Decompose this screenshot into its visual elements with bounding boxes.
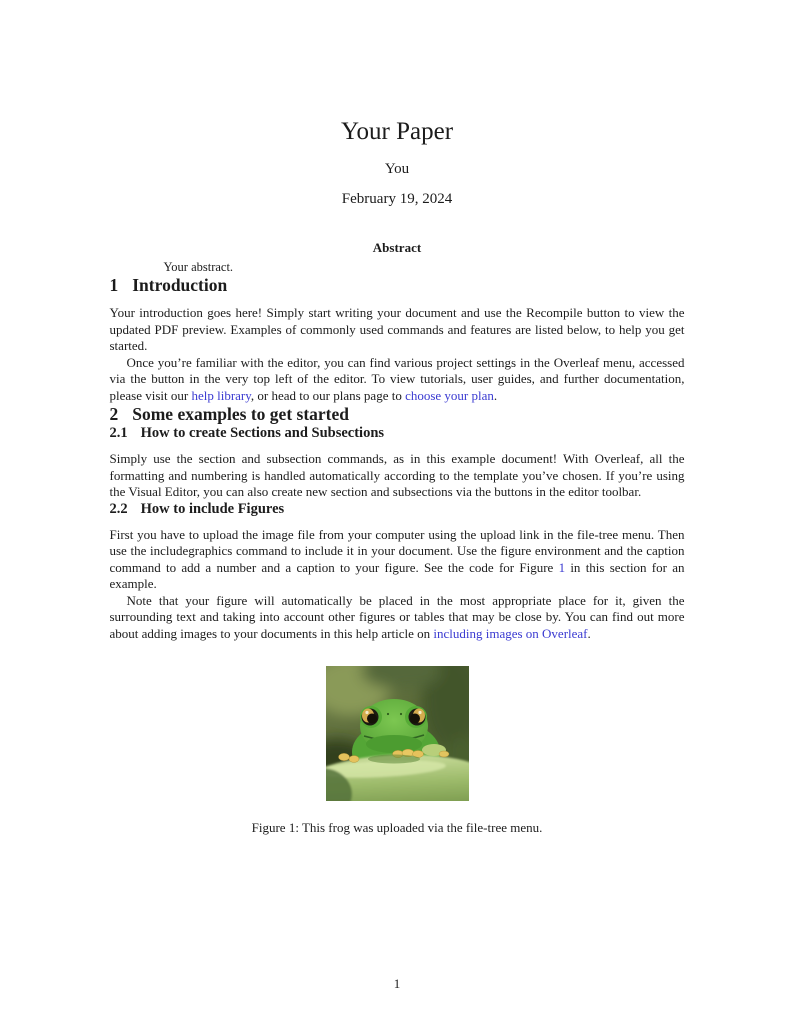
section-title: Some examples to get started: [132, 404, 350, 424]
subsection-title: How to include Figures: [140, 500, 285, 517]
abstract-heading: Abstract: [372, 240, 422, 255]
text-link[interactable]: including images on Overleaf: [433, 625, 588, 641]
paragraph: Simply use the section and subsection commands, as in this example document! With Overleaf, all the formatting and numbering is handled automatically according to the template you’ve chosen. If you’re using the Visual Editor, you can also create new section and subsections via the buttons in the editor toolbar.: [109, 451, 685, 499]
subsection-heading-figures: [110, 501, 685, 518]
figure-caption: Figure 1: This frog was uploaded via the file-tree menu.: [251, 820, 543, 835]
document-page: [110, 0, 685, 836]
subsection-title: How to create Sections and Subsections: [140, 425, 385, 441]
figure-1: [110, 666, 685, 836]
paper-author: You: [384, 161, 410, 177]
paragraph: Your introduction goes here! Simply start writing your document and use the Recompile button to view the updated PDF preview. Examples of commonly used commands and features are listed below, to help you get started.: [109, 305, 685, 353]
abstract-body: Your abstract.: [163, 260, 234, 274]
text-link[interactable]: help library: [191, 387, 251, 403]
section-heading-examples: [110, 404, 685, 425]
section-heading-introduction: [110, 275, 685, 296]
subsection-heading-sections: [110, 425, 685, 442]
paragraph: First you have to upload the image file from your computer using the upload link in the file-tree menu. Then use the includegraphics command to include it in your document. Use the figure environment and the caption command to add a number and a caption to your figure. See the code for Figure 1 in this section for an example.: [109, 526, 685, 591]
page-number: 1: [393, 976, 401, 991]
subsection-number: 2.1: [109, 425, 128, 441]
paragraph: Note that your figure will automatically be placed in the most appropriate place for it, given the surrounding text and taking into account other figures or tables that may be close by. You can find out more about adding images to your documents in this help article on including images on Overleaf.: [109, 592, 685, 641]
paper-title: Your Paper: [340, 118, 454, 145]
section-number: 2: [109, 404, 119, 424]
frog-image: [326, 666, 469, 801]
section-number: 1: [109, 275, 119, 295]
subsection-number: 2.2: [109, 500, 128, 517]
text-link[interactable]: 1: [558, 559, 566, 575]
paper-date: February 19, 2024: [341, 191, 453, 207]
paragraph: Once you’re familiar with the editor, you can find various project settings in the Overleaf menu, accessed via the button in the very top left of the editor. To view tutorials, user guides, and further documentation, please visit our help library, or head to our plans page to choose your plan.: [109, 354, 685, 403]
section-title: Introduction: [132, 275, 228, 295]
text-link[interactable]: choose your plan: [405, 387, 494, 403]
